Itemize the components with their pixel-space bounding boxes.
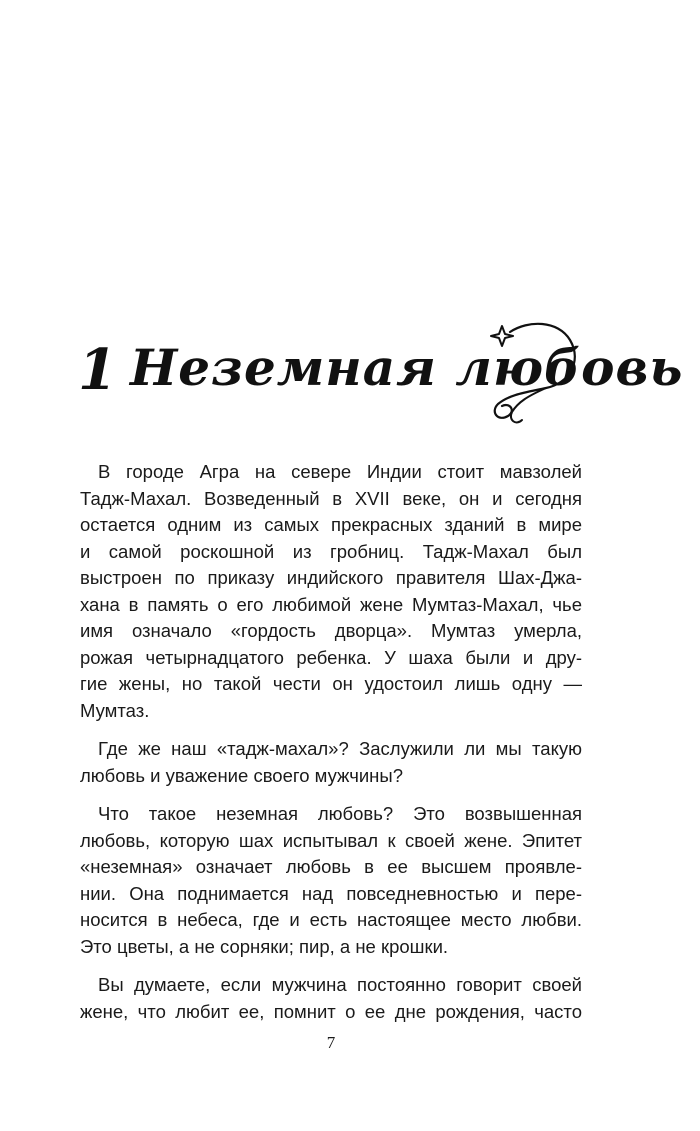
text-line: любовь, которую шах испытывал к своей жене. Эпитет: [80, 829, 582, 851]
text-line: любовь и уважение своего мужчины?: [80, 764, 403, 786]
text-line: нии. Она поднимается над повседневностью и пере-: [80, 882, 582, 904]
text-line: рожая четырнадцатого ребенка. У шаха были и дру-: [80, 646, 582, 668]
chapter-title: Неземная любовь: [130, 338, 684, 397]
text-line: имя означало «гордость дворца». Мумтаз умерла,: [80, 620, 582, 641]
text-line: выстроен по приказу индийского правителя Шах-Джа-: [80, 567, 582, 588]
paragraph: [80, 736, 582, 789]
text-line: В городе Агра на севере Индии стоит мавзолей: [98, 461, 582, 482]
text-line: носится в небеса, где и есть настоящее место любви.: [80, 909, 582, 930]
text-line: остается одним из самых прекрасных зданий в мире: [80, 514, 582, 535]
text-line: «неземная» означает любовь в ее высшем проявле-: [80, 856, 582, 877]
text-line: и самой роскошной из гробниц. Тадж-Махал был: [80, 540, 582, 562]
text-line: Где же наш «тадж-махал»? Заслужили ли мы такую: [98, 738, 582, 759]
paragraph: [80, 459, 582, 724]
text-line: Это цветы, а не сорняки; пир, а не крошки.: [80, 935, 449, 957]
text-line: Мумтаз.: [80, 699, 150, 721]
chapter-number: 1: [78, 337, 117, 403]
text-line: гие жены, но такой чести он удостоил лишь одну —: [80, 673, 582, 694]
text-line: жене, что любит ее, помнит о ее дне рождения, часто: [80, 1000, 582, 1022]
text-line: Тадж-Махал. Возведенный в XVII веке, он и сегодня: [80, 487, 582, 509]
body-text: [80, 459, 582, 1037]
heart-swirl-star-icon: [488, 322, 588, 432]
paragraph: [80, 972, 582, 1025]
page-number: 7: [326, 1033, 336, 1052]
text-line: Что такое неземная любовь? Это возвышенная: [98, 803, 582, 824]
text-line: хана в память о его любимой жене Мумтаз-Махал, чье: [80, 593, 582, 615]
text-line: Вы думаете, если мужчина постоянно говорит своей: [98, 974, 582, 995]
chapter-heading: [78, 330, 684, 440]
paragraph: [80, 801, 582, 960]
